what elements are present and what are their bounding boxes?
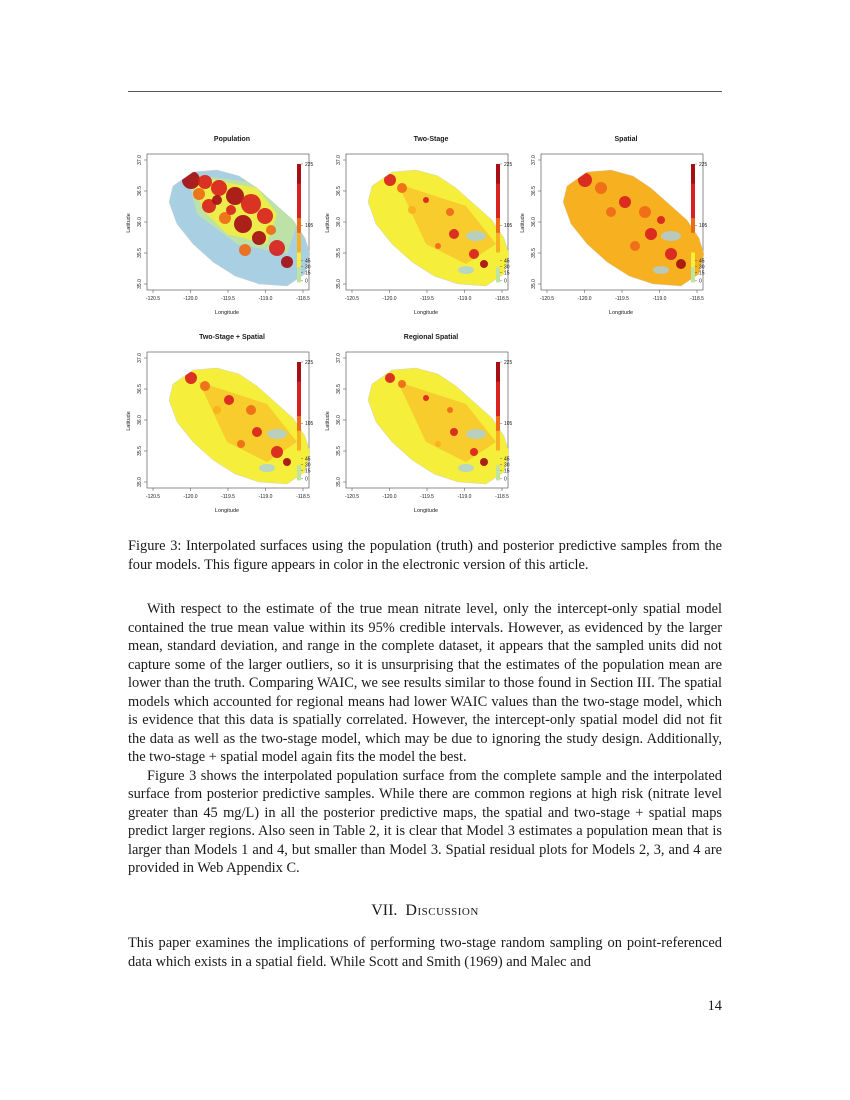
y-tick-label: 36.5 (336, 384, 342, 394)
legend-swatch (496, 228, 500, 233)
x-tick-label: -120.0 (183, 296, 198, 302)
y-tick-label: 37.0 (336, 353, 342, 363)
legend-swatch (496, 257, 500, 262)
map-plot (521, 140, 717, 300)
legend-swatch (496, 272, 500, 277)
hotspot (283, 458, 291, 466)
map-panel-spatial (519, 136, 717, 318)
legend-swatch (496, 223, 500, 228)
x-axis-label: Longitude (214, 508, 240, 514)
paragraph: Figure 3 shows the interpolated population surface from the complete sample and the interpolated surface from posterior predictive samples. While there are common regions at high risk (nitrate level greater than 45 mg/L) in all the posterior predictive maps, the spatial and two-stage + spatial maps predict larger regions. Also seen in Table 2, it is clear that Model 3 estimates a population mean that is larger than Models 1 and 4, but smaller than Model 3. Spatial residual plots for Models 2, 3, and 4 are provided in Web Appendix C. (128, 767, 722, 876)
panel-title: Population (213, 136, 251, 143)
x-tick-label: -119.0 (457, 296, 472, 302)
legend-swatch (496, 238, 500, 243)
hotspot (665, 248, 677, 260)
legend-swatch (496, 446, 500, 451)
hotspot (257, 208, 273, 224)
y-tick-label: 36.0 (336, 217, 342, 227)
legend-swatch (496, 421, 500, 426)
hotspot (385, 373, 395, 383)
x-tick-label: -119.5 (420, 494, 434, 500)
x-tick-label: -120.0 (577, 296, 592, 302)
legend-swatch (691, 194, 695, 199)
legend-swatch (691, 228, 695, 233)
legend-swatch (691, 253, 695, 258)
y-tick-label: 35.5 (336, 446, 342, 456)
legend-swatch (691, 179, 695, 184)
hotspot (423, 395, 429, 401)
body-text (128, 600, 722, 878)
legend-tick-label: 30 (305, 462, 311, 469)
legend-swatch (496, 189, 500, 194)
legend-swatch (297, 164, 301, 169)
legend-swatch (297, 267, 301, 272)
legend-swatch (496, 455, 500, 460)
legend-swatch (297, 262, 301, 267)
legend-swatch (297, 223, 301, 228)
y-tick-label: 36.0 (137, 415, 143, 425)
y-tick-label: 35.0 (137, 477, 143, 487)
legend-swatch (691, 248, 695, 253)
legend-swatch (496, 426, 500, 431)
legend-swatch (297, 455, 301, 460)
legend-swatch (691, 218, 695, 223)
hotspot (676, 259, 686, 269)
hotspot (595, 182, 607, 194)
map-panel-population (125, 136, 323, 318)
legend-swatch (496, 396, 500, 401)
legend-tick-label: 0 (504, 476, 507, 483)
legend-tick-label: 30 (504, 264, 510, 271)
paragraph: This paper examines the implications of performing two-stage random sampling on point-referenced data which exists in a spatial field. While Scott and Smith (1969) and Malec and (128, 935, 722, 970)
legend-tick-label: 45 (699, 258, 705, 265)
legend-swatch (297, 475, 301, 480)
y-tick-label: 35.5 (137, 248, 143, 258)
hotspot (200, 381, 210, 391)
legend-tick-label: 15 (504, 468, 510, 475)
figure-caption: Figure 3: Interpolated surfaces using the population (truth) and posterior predictive samples from the four models. This figure appears in color in the electronic version of this article. (128, 538, 722, 573)
map-area (137, 154, 310, 302)
hotspot (271, 446, 283, 458)
hotspot (397, 183, 407, 193)
panel-title: Spatial (614, 136, 638, 143)
hotspot (212, 195, 222, 205)
legend-swatch (691, 164, 695, 169)
legend-tick-label: 105 (504, 223, 513, 230)
y-tick-label: 36.0 (531, 217, 537, 227)
legend-swatch (691, 174, 695, 179)
legend-swatch (691, 198, 695, 203)
hotspot (606, 207, 616, 217)
surface-low-region (458, 266, 474, 274)
hotspot (241, 194, 261, 214)
hotspot (408, 206, 416, 214)
legend-swatch (496, 377, 500, 382)
legend-tick-label: 30 (504, 462, 510, 469)
x-tick-label: -119.0 (652, 296, 667, 302)
legend-tick-label: 15 (305, 270, 311, 277)
legend-swatch (496, 465, 500, 470)
y-tick-label: 35.5 (336, 248, 342, 258)
hotspot (252, 231, 266, 245)
legend-swatch (496, 213, 500, 218)
legend-swatch (691, 257, 695, 262)
legend-swatch (496, 253, 500, 258)
legend-swatch (297, 382, 301, 387)
surface-low-region (466, 231, 486, 241)
legend-swatch (496, 169, 500, 174)
surface-low-region (653, 266, 669, 274)
legend-swatch (496, 164, 500, 169)
hotspot (213, 406, 221, 414)
legend-swatch (496, 203, 500, 208)
legend-swatch (297, 377, 301, 382)
panel-title: Regional Spatial (403, 334, 459, 341)
x-tick-label: -120.5 (145, 296, 161, 302)
legend-swatch (496, 436, 500, 441)
y-tick-label: 35.0 (137, 279, 143, 289)
x-tick-label: -119.0 (258, 296, 273, 302)
legend-swatch (691, 262, 695, 267)
legend-swatch (297, 387, 301, 392)
surface-low-region (661, 231, 681, 241)
legend-tick-label: 45 (305, 456, 311, 463)
x-tick-label: -119.5 (221, 296, 235, 302)
legend-swatch (297, 233, 301, 238)
legend-swatch (297, 228, 301, 233)
legend-tick-label: 105 (305, 223, 314, 230)
legend-tick-label: 0 (699, 278, 702, 285)
hotspot (226, 205, 236, 215)
legend-tick-label: 225 (305, 161, 314, 168)
legend-swatch (297, 189, 301, 194)
y-axis-label: Latitude (324, 213, 331, 233)
legend-swatch (297, 470, 301, 475)
x-tick-label: -118.5 (495, 494, 509, 500)
legend-swatch (496, 470, 500, 475)
legend-swatch (297, 243, 301, 248)
page-number: 14 (707, 998, 722, 1014)
legend-tick-label: 45 (504, 258, 510, 265)
legend-swatch (297, 465, 301, 470)
y-tick-label: 37.0 (336, 155, 342, 165)
legend-swatch (496, 208, 500, 213)
legend-swatch (297, 426, 301, 431)
y-tick-label: 36.5 (137, 384, 143, 394)
legend-swatch (496, 441, 500, 446)
legend-swatch (297, 277, 301, 282)
map-panel-two-stage-spatial (125, 334, 323, 516)
legend-swatch (297, 213, 301, 218)
legend-swatch (297, 253, 301, 258)
legend-swatch (496, 184, 500, 189)
x-tick-label: -118.5 (296, 494, 310, 500)
y-tick-label: 35.5 (531, 248, 537, 258)
hotspot (619, 196, 631, 208)
legend-tick-label: 105 (504, 421, 513, 428)
legend-tick-label: 0 (305, 278, 308, 285)
x-tick-label: -118.5 (296, 296, 310, 302)
legend-swatch (297, 416, 301, 421)
x-tick-label: -120.5 (344, 494, 360, 500)
x-tick-label: -120.0 (382, 494, 397, 500)
panel-title: Two-Stage (413, 136, 449, 143)
y-axis-label: Latitude (324, 411, 331, 431)
hotspot (423, 197, 429, 203)
legend-tick-label: 105 (699, 223, 708, 230)
hotspot (435, 441, 441, 447)
x-tick-label: -120.5 (344, 296, 360, 302)
legend-swatch (496, 367, 500, 372)
legend-swatch (691, 272, 695, 277)
legend-tick-label: 45 (504, 456, 510, 463)
legend-swatch (297, 208, 301, 213)
legend-swatch (297, 194, 301, 199)
y-tick-label: 36.0 (336, 415, 342, 425)
legend-swatch (297, 392, 301, 397)
x-tick-label: -119.0 (457, 494, 472, 500)
map-area (137, 352, 310, 500)
legend-swatch (297, 396, 301, 401)
legend-swatch (496, 372, 500, 377)
legend-swatch (496, 218, 500, 223)
legend-swatch (496, 262, 500, 267)
paragraph: With respect to the estimate of the true mean nitrate level, only the intercept-only spatial model contained the true mean value within its 95% credible intervals. However, as evidenced by the larger mean, standard deviation, and range in the complete dataset, it appears that the sampled units did not capture some of the larger outliers, so it is unsurprising that the estimates of the population mean are lower than the truth. Comparing WAIC, we see results similar to those found in Section III. The spatial models which accounted for regional means had lower WAIC values than the two-stage model, which is evidence that this data is spatially correlated. However, the intercept-only spatial model did not fit the data as well as the two-stage model, which may be due to ignoring the study design. Additionally, the two-stage + spatial model again fits the model the best. (128, 601, 722, 765)
legend-swatch (297, 401, 301, 406)
legend-swatch (691, 169, 695, 174)
legend-swatch (297, 184, 301, 189)
header-rule (128, 91, 722, 92)
hotspot (252, 427, 262, 437)
legend-swatch (496, 198, 500, 203)
legend-swatch (496, 431, 500, 436)
legend-swatch (691, 238, 695, 243)
legend-tick-label: 225 (699, 161, 708, 168)
y-tick-label: 35.0 (336, 279, 342, 289)
surface-low-region (267, 429, 287, 439)
legend-swatch (297, 441, 301, 446)
legend-swatch (496, 387, 500, 392)
x-tick-label: -119.5 (420, 296, 434, 302)
legend-swatch (691, 277, 695, 282)
hotspot (281, 256, 293, 268)
map-area (336, 154, 509, 302)
hotspot (193, 188, 205, 200)
legend-swatch (297, 174, 301, 179)
y-tick-label: 37.0 (531, 155, 537, 165)
panel-title: Two-Stage + Spatial (199, 334, 265, 341)
surface-low-region (466, 429, 486, 439)
hotspot (645, 228, 657, 240)
legend-swatch (496, 406, 500, 411)
legend-swatch (297, 421, 301, 426)
section-title: Discussion (405, 902, 479, 919)
hotspot (266, 225, 276, 235)
map-plot (326, 338, 522, 498)
legend-tick-label: 0 (504, 278, 507, 285)
hotspot (211, 180, 227, 196)
hotspot (639, 206, 651, 218)
x-axis-label: Longitude (214, 310, 240, 316)
body-text-discussion (128, 934, 722, 971)
map-panel-two-stage (324, 136, 522, 318)
hotspot (246, 405, 256, 415)
map-area (336, 352, 509, 500)
y-axis-label: Latitude (519, 213, 526, 233)
legend-swatch (496, 174, 500, 179)
legend-tick-label: 225 (504, 359, 513, 366)
legend-swatch (496, 233, 500, 238)
hotspot (234, 215, 252, 233)
legend-tick-label: 0 (305, 476, 308, 483)
legend-swatch (691, 189, 695, 194)
hotspot (198, 175, 212, 189)
x-tick-label: -120.5 (145, 494, 161, 500)
x-tick-label: -118.5 (690, 296, 704, 302)
hotspot (657, 216, 665, 224)
hotspot (239, 244, 251, 256)
x-tick-label: -118.5 (495, 296, 509, 302)
legend-tick-label: 15 (504, 270, 510, 277)
legend-tick-label: 105 (305, 421, 314, 428)
legend-swatch (691, 223, 695, 228)
legend-swatch (496, 194, 500, 199)
hotspot (450, 428, 458, 436)
legend-swatch (691, 267, 695, 272)
x-tick-label: -119.5 (615, 296, 629, 302)
legend-swatch (496, 243, 500, 248)
legend-tick-label: 15 (699, 270, 705, 277)
legend-swatch (297, 362, 301, 367)
surface-low-region (458, 464, 474, 472)
map-plot (326, 140, 522, 300)
hotspot (480, 458, 488, 466)
y-tick-label: 37.0 (137, 353, 143, 363)
x-axis-label: Longitude (608, 310, 634, 316)
legend-swatch (496, 277, 500, 282)
legend-swatch (297, 203, 301, 208)
y-tick-label: 35.5 (137, 446, 143, 456)
legend-swatch (691, 184, 695, 189)
map-plot (127, 338, 323, 498)
legend-swatch (297, 257, 301, 262)
legend-tick-label: 225 (305, 359, 314, 366)
x-tick-label: -119.0 (258, 494, 273, 500)
legend-swatch (297, 446, 301, 451)
legend-swatch (297, 406, 301, 411)
legend-swatch (297, 436, 301, 441)
legend-swatch (297, 372, 301, 377)
hotspot (224, 395, 234, 405)
map-area (531, 154, 704, 302)
map-panel-regional-spatial (324, 334, 522, 516)
legend-swatch (297, 272, 301, 277)
legend-swatch (297, 169, 301, 174)
legend-swatch (297, 367, 301, 372)
legend-swatch (297, 218, 301, 223)
legend-tick-label: 45 (305, 258, 311, 265)
legend-tick-label: 30 (305, 264, 311, 271)
legend-swatch (297, 179, 301, 184)
legend-tick-label: 30 (699, 264, 705, 271)
legend-tick-label: 15 (305, 468, 311, 475)
y-tick-label: 36.5 (137, 186, 143, 196)
legend-swatch (691, 243, 695, 248)
section-number: VII. (371, 902, 398, 919)
y-tick-label: 35.0 (531, 279, 537, 289)
legend-swatch (297, 431, 301, 436)
legend-swatch (496, 401, 500, 406)
legend-swatch (496, 460, 500, 465)
y-axis-label: Latitude (125, 411, 132, 431)
y-axis-label: Latitude (125, 213, 132, 233)
x-axis-label: Longitude (413, 310, 439, 316)
x-tick-label: -119.5 (221, 494, 235, 500)
section-heading (128, 902, 722, 920)
legend-swatch (691, 203, 695, 208)
legend-swatch (496, 362, 500, 367)
hotspot (480, 260, 488, 268)
x-axis-label: Longitude (413, 508, 439, 514)
y-tick-label: 36.5 (531, 186, 537, 196)
surface-low-region (259, 464, 275, 472)
legend-swatch (297, 451, 301, 456)
hotspot (398, 380, 406, 388)
legend-swatch (691, 233, 695, 238)
legend-swatch (691, 213, 695, 218)
y-tick-label: 35.0 (336, 477, 342, 487)
legend-swatch (297, 238, 301, 243)
hotspot (449, 229, 459, 239)
hotspot (470, 448, 478, 456)
legend-swatch (297, 411, 301, 416)
x-tick-label: -120.5 (539, 296, 555, 302)
hotspot (269, 240, 285, 256)
hotspot (446, 208, 454, 216)
x-tick-label: -120.0 (183, 494, 198, 500)
legend-tick-label: 225 (504, 161, 513, 168)
y-tick-label: 36.0 (137, 217, 143, 227)
legend-swatch (496, 475, 500, 480)
legend-swatch (297, 460, 301, 465)
legend-swatch (297, 198, 301, 203)
map-plot (127, 140, 323, 300)
hotspot (630, 241, 640, 251)
hotspot (469, 249, 479, 259)
y-tick-label: 37.0 (137, 155, 143, 165)
legend-swatch (496, 416, 500, 421)
legend-swatch (496, 411, 500, 416)
legend-swatch (496, 267, 500, 272)
y-tick-label: 36.5 (336, 186, 342, 196)
legend-swatch (691, 208, 695, 213)
legend-swatch (496, 382, 500, 387)
legend-swatch (297, 248, 301, 253)
hotspot (447, 407, 453, 413)
legend-swatch (496, 179, 500, 184)
legend-swatch (496, 392, 500, 397)
x-tick-label: -120.0 (382, 296, 397, 302)
legend-swatch (496, 248, 500, 253)
hotspot (435, 243, 441, 249)
legend-swatch (496, 451, 500, 456)
hotspot (237, 440, 245, 448)
